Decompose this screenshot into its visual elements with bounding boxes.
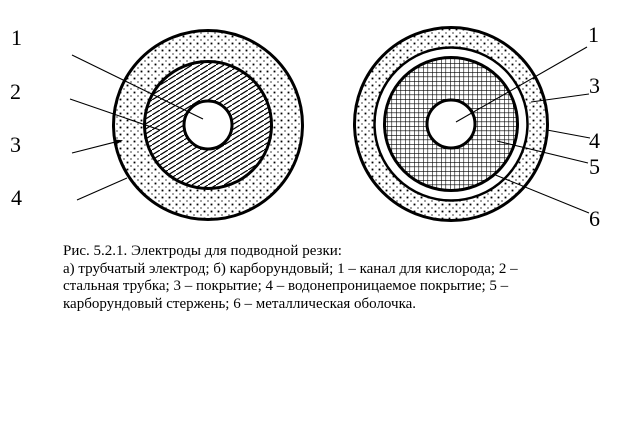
part-b-carborundum-electrode	[355, 28, 591, 221]
part-b-label-5: 5	[589, 154, 600, 179]
caption-line-2: а) трубчатый электрод; б) карборундовый; 1 – канал для кислорода; 2 –	[63, 260, 518, 277]
part-a-label-2: 2	[10, 79, 21, 104]
part-a-leader-3	[72, 142, 116, 153]
caption-line-1: Рис. 5.2.1. Электроды для подводной резки:	[63, 243, 342, 259]
part-b-leader-4	[547, 130, 590, 138]
part-b-label-6: 6	[589, 206, 600, 231]
part-a-oxygen-channel-circle	[184, 101, 232, 149]
figure-caption	[63, 243, 583, 313]
part-b-label-4: 4	[589, 128, 600, 153]
part-b-oxygen-channel-circle	[427, 100, 475, 148]
part-a-label-3: 3	[10, 132, 21, 157]
part-a-tubular-electrode	[70, 31, 303, 220]
caption-line-4: карборундовый стержень; 6 – металлическая оболочка.	[63, 295, 417, 312]
part-a-label-1: 1	[11, 25, 22, 50]
part-b-label-1: 1	[588, 22, 599, 47]
caption-line-3: стальная трубка; 3 – покрытие; 4 – водонепроницаемое покрытие; 5 –	[63, 278, 509, 294]
part-b-label-3: 3	[589, 73, 600, 98]
part-a-label-4: 4	[11, 185, 22, 210]
part-a-leader-4	[77, 178, 127, 200]
